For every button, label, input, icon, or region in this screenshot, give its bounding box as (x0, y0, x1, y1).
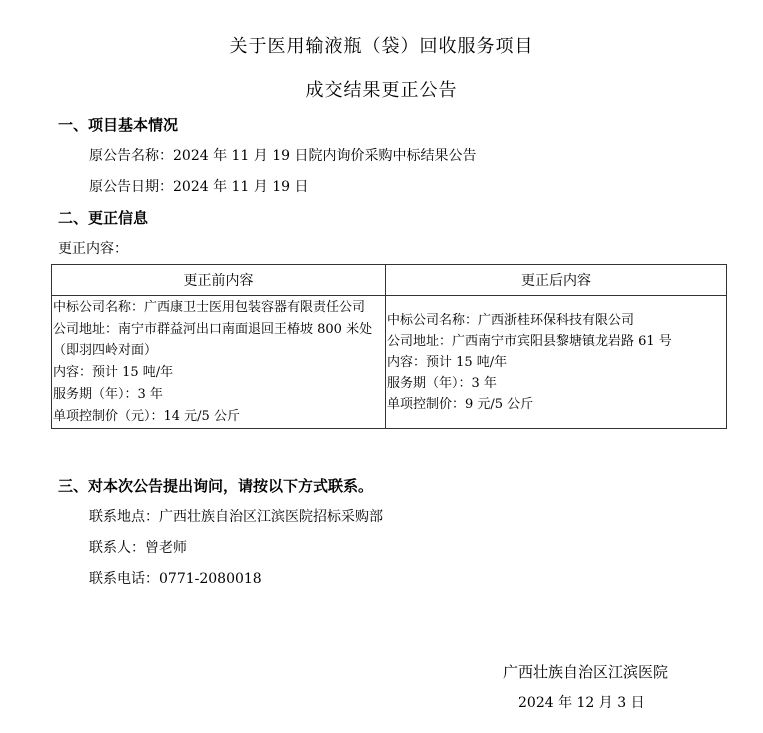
notice-title: 关于医用输液瓶（袋）回收服务项目 (229, 36, 534, 57)
before-line: 服务期（年）：3 年 (53, 386, 163, 402)
table-content-row (52, 296, 727, 429)
before-header: 更正前内容 (52, 265, 386, 296)
after-content-cell (386, 296, 727, 429)
table-header-row (52, 265, 727, 296)
contact-place: 联系地点：广西壮族自治区江滨医院招标采购部 (89, 509, 383, 525)
before-line: 中标公司名称：广西康卫士医用包装容器有限责任公司 (53, 300, 366, 315)
issuing-organization: 广西壮族自治区江滨医院 (503, 663, 669, 681)
correction-table (51, 264, 727, 429)
issue-date: 2024 年 12 月 3 日 (518, 695, 645, 711)
after-line: 公司地址：广西南宁市宾阳县黎塘镇龙岩路 61 号 (387, 333, 672, 349)
contact-person: 联系人：曾老师 (89, 540, 187, 556)
before-line: 单项控制价（元）：14 元/5 公斤 (53, 408, 240, 424)
section2-heading: 二、更正信息 (58, 209, 149, 227)
contact-phone: 联系电话：0771-2080018 (89, 571, 262, 587)
section3-heading: 三、对本次公告提出询问，请按以下方式联系。 (58, 477, 374, 495)
before-line: （即羽四岭对面） (53, 343, 158, 359)
before-content-cell (52, 296, 386, 429)
before-line: 内容：预计 15 吨/年 (53, 365, 174, 381)
original-notice-date: 原公告日期：2024 年 11 月 19 日 (89, 179, 309, 195)
after-header: 更正后内容 (386, 265, 727, 296)
before-line: 公司地址：南宁市群益河出口南面退回王椿坡 800 米处 (53, 321, 373, 337)
original-notice-name: 原公告名称：2024 年 11 月 19 日院内询价采购中标结果公告 (89, 148, 477, 164)
section1-heading: 一、项目基本情况 (58, 116, 179, 134)
correction-content-label: 更正内容： (58, 241, 128, 257)
after-line: 内容：预计 15 吨/年 (387, 354, 508, 370)
after-line: 中标公司名称：广西浙桂环保科技有限公司 (387, 312, 635, 328)
after-line: 服务期（年）：3 年 (387, 375, 497, 391)
notice-subtitle: 成交结果更正公告 (305, 80, 458, 101)
after-line: 单项控制价：9 元/5 公斤 (387, 396, 534, 412)
